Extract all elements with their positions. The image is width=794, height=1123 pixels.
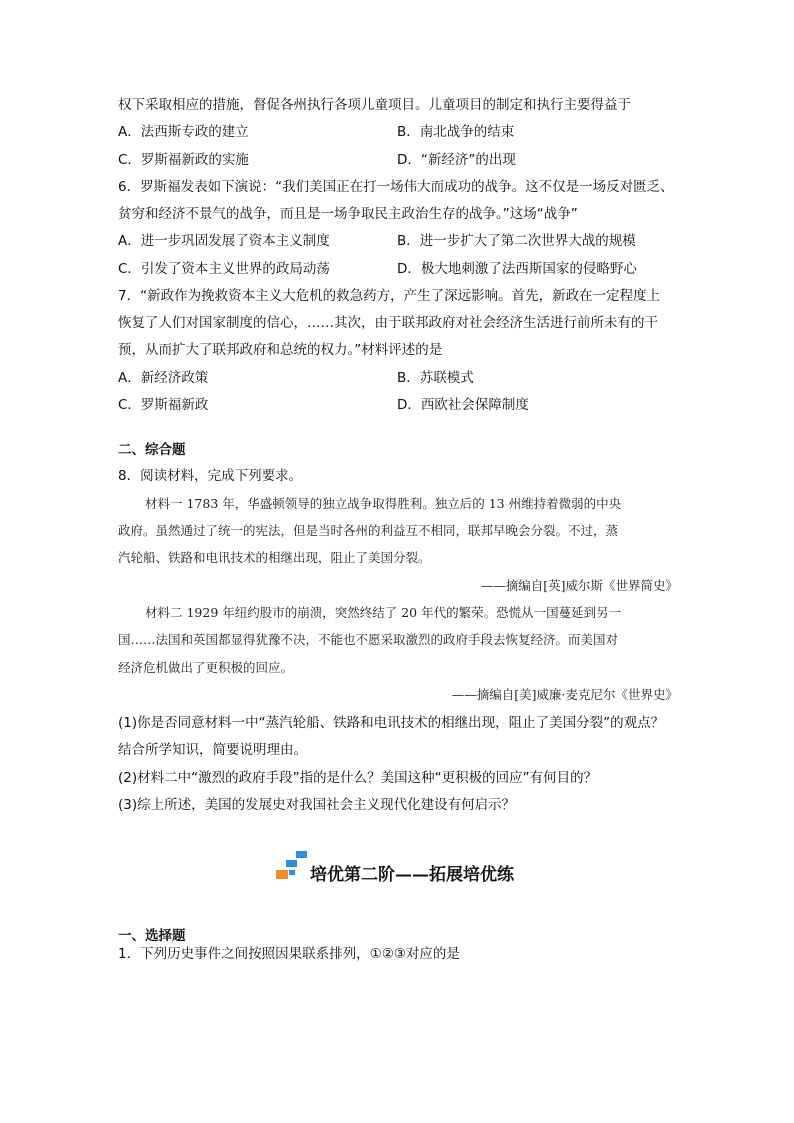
q5-option-c: C．罗斯福新政的实施 bbox=[118, 152, 249, 168]
q7-option-d: D．西欧社会保障制度 bbox=[397, 397, 529, 413]
q5-option-b: B．南北战争的结束 bbox=[397, 124, 515, 140]
q8-question-1-line-1: (1)你是否同意材料一中“蒸汽轮船、铁路和电讯技术的相继出现，阻止了美国分裂”的观点？ bbox=[118, 715, 665, 731]
q5-stem: 权下采取相应的措施，督促各州执行各项儿童项目。儿童项目的制定和执行主要得益于 bbox=[118, 97, 631, 113]
q6-stem-line-2: 贫穷和经济不景气的战争，而且是一场争取民主政治生存的战争。”这场“战争” bbox=[118, 206, 578, 222]
q6-option-a: A．进一步巩固发展了资本主义制度 bbox=[118, 233, 330, 249]
q6-stem-line-1: 6．罗斯福发表如下演说：“我们美国正在打一场伟大而成功的战争。这不仅是一场反对匮乏、 bbox=[118, 179, 674, 195]
q6-option-c: C．引发了资本主义世界的政局动荡 bbox=[118, 261, 330, 277]
q8-material2-line-2: 国……法国和英国都显得犹豫不决，不能也不愿采取激烈的政府手段去恢复经济。而美国对 bbox=[118, 632, 619, 647]
q7-stem-line-2: 恢复了人们对国家制度的信心，……其次，由于联邦政府对社会经济生活进行前所未有的干 bbox=[118, 315, 658, 331]
q8-material1-line-2: 政府。虽然通过了统一的宪法，但是当时各州的利益互不相同，联邦早晚会分裂。不过，蒸 bbox=[118, 523, 619, 538]
q5-option-d: D．“新经济”的出现 bbox=[397, 152, 516, 168]
q1-stem: 1．下列历史事件之间按照因果联系排列，①②③对应的是 bbox=[118, 946, 460, 962]
q8-material1-line-3: 汽轮船、铁路和电讯技术的相继出现，阻止了美国分裂。 bbox=[118, 550, 431, 565]
tier-2-title: 培优第二阶——拓展培优练 bbox=[310, 865, 514, 885]
q8-question-2: (2)材料二中“激烈的政府手段”指的是什么？美国这种“更积极的回应”有何目的？ bbox=[118, 770, 598, 786]
q7-option-a: A．新经济政策 bbox=[118, 370, 209, 386]
section-heading-comprehensive: 二、综合题 bbox=[118, 442, 186, 458]
q5-option-a: A．法西斯专政的建立 bbox=[118, 124, 249, 140]
stairs-logo-icon bbox=[276, 851, 308, 881]
q8-material2-line-1: 材料二 1929 年纽约股市的崩溃，突然终结了 20 年代的繁荣。恐慌从一国蔓延到另一 bbox=[145, 605, 622, 620]
q6-option-d: D．极大地刺激了法西斯国家的侵略野心 bbox=[397, 261, 637, 277]
q7-option-b: B．苏联模式 bbox=[397, 370, 474, 386]
q8-material1-line-1: 材料一 1783 年，华盛顿领导的独立战争取得胜利。独立后的 13 州维持着微弱的中央 bbox=[145, 496, 622, 511]
q7-stem-line-1: 7．“新政作为挽救资本主义大危机的救急药方，产生了深远影响。首先，新政在一定程度上 bbox=[118, 288, 661, 304]
section-heading-choice: 一、选择题 bbox=[118, 928, 186, 944]
q8-stem: 8．阅读材料，完成下列要求。 bbox=[118, 468, 303, 484]
q8-question-1-line-2: 结合所学知识，简要说明理由。 bbox=[118, 742, 307, 758]
q7-stem-line-3: 预，从而扩大了联邦政府和总统的权力。”材料评述的是 bbox=[118, 342, 443, 358]
q6-option-b: B．进一步扩大了第二次世界大战的规模 bbox=[397, 233, 636, 249]
q8-source1: ——摘编自[英]威尔斯《世界简史》 bbox=[480, 578, 678, 593]
q7-option-c: C．罗斯福新政 bbox=[118, 397, 209, 413]
q8-material2-line-3: 经济危机做出了更积极的回应。 bbox=[118, 660, 294, 675]
q8-question-3: (3)综上所述，美国的发展史对我国社会主义现代化建设有何启示？ bbox=[118, 797, 516, 813]
q8-source2: ——摘编自[美]威廉·麦克尼尔《世界史》 bbox=[451, 687, 678, 702]
